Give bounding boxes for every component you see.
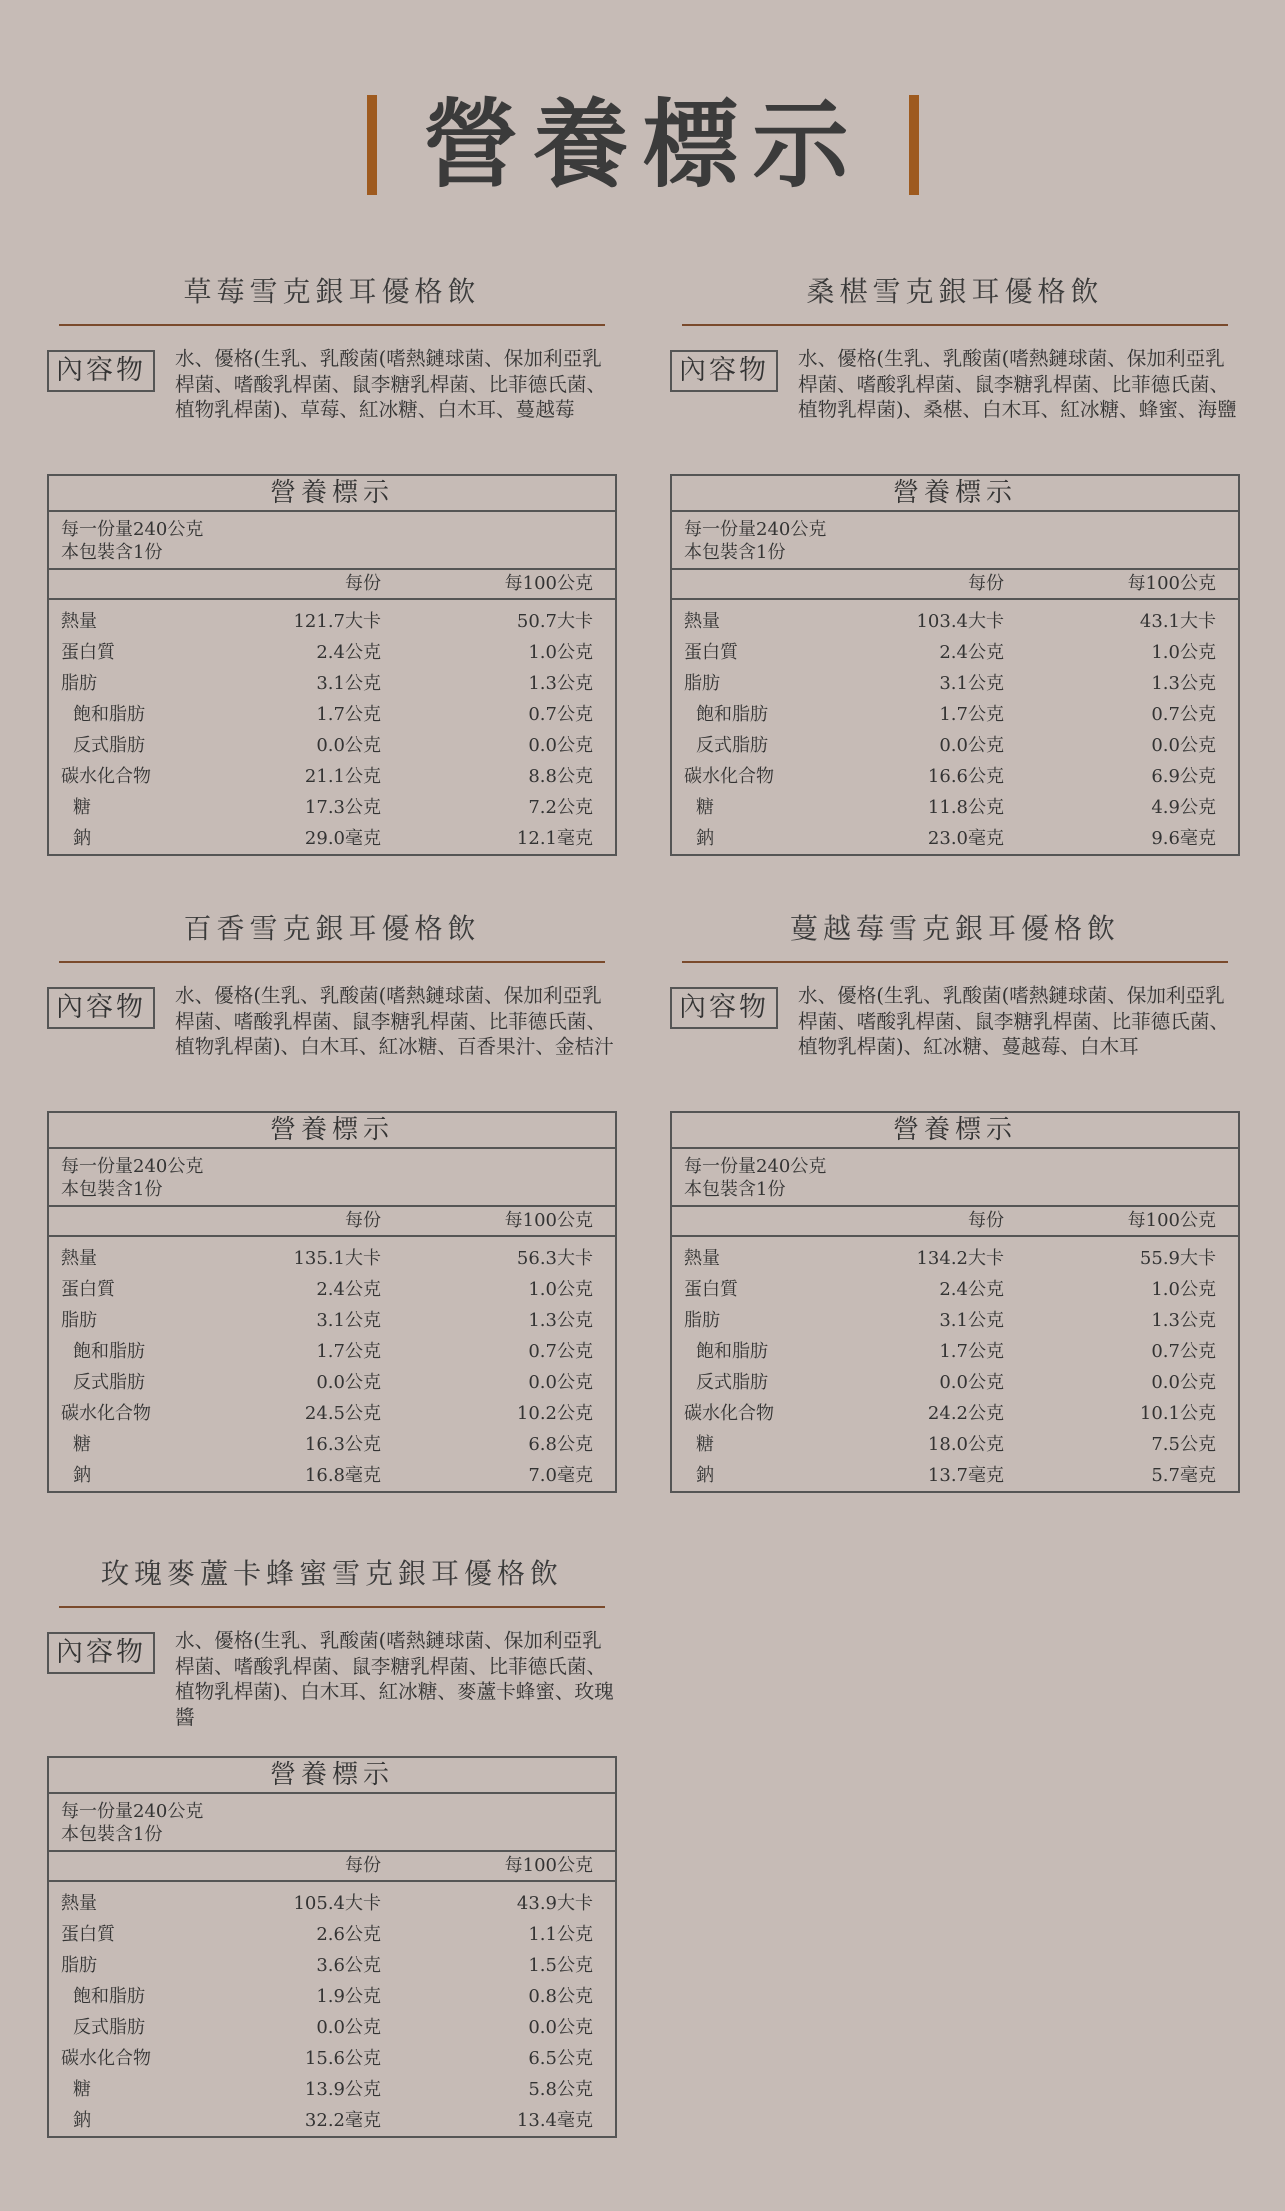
col-header-per-serving: 每份 xyxy=(968,573,1004,594)
nutrient-per-serving: 105.4大卡 xyxy=(293,1893,381,1914)
nutrition-row xyxy=(49,699,615,730)
col-header-per-100g: 每100公克 xyxy=(1127,1210,1216,1231)
nutrient-per-serving: 13.9公克 xyxy=(304,2079,381,2100)
nutrient-per-serving: 3.6公克 xyxy=(316,1955,381,1976)
nutrition-row xyxy=(49,1919,615,1950)
nutrient-per-serving: 3.1公克 xyxy=(316,673,381,694)
serving-size: 每一份量240公克 xyxy=(61,1156,204,1177)
nutrient-name: 糖 xyxy=(73,2079,91,2100)
nutrition-rows xyxy=(49,600,615,854)
nutrient-per-serving: 21.1公克 xyxy=(304,766,381,787)
ingredients-text: 水、優格(生乳、乳酸菌(嗜熱鏈球菌、保加利亞乳桿菌、嗜酸乳桿菌、鼠李糖乳桿菌、比菲德氏菌、植物乳桿菌)、白木耳、紅冰糖、麥蘆卡蜂蜜、玫瑰醬 xyxy=(175,1629,614,1729)
nutrition-row xyxy=(49,1981,615,2012)
product-divider xyxy=(59,324,605,326)
serving-info xyxy=(672,512,1238,570)
nutrient-per-100g: 0.0公克 xyxy=(528,735,593,756)
col-header-per-100g: 每100公克 xyxy=(1127,573,1216,594)
nutrient-per-serving: 2.6公克 xyxy=(316,1924,381,1945)
nutrient-per-100g: 13.4毫克 xyxy=(516,2110,593,2131)
col-header-per-100g: 每100公克 xyxy=(504,573,593,594)
ingredients-tag: 內容物 xyxy=(47,350,155,392)
col-header-per-serving: 每份 xyxy=(345,1210,381,1231)
nutrient-per-serving: 11.8公克 xyxy=(927,797,1004,818)
nutrition-row xyxy=(672,761,1238,792)
nutrient-per-serving: 13.7毫克 xyxy=(927,1465,1004,1486)
nutrition-row xyxy=(672,668,1238,699)
ingredients-text: 水、優格(生乳、乳酸菌(嗜熱鏈球菌、保加利亞乳桿菌、嗜酸乳桿菌、鼠李糖乳桿菌、比菲德氏菌、植物乳桿菌)、白木耳、紅冰糖、百香果汁、金桔汁 xyxy=(175,984,614,1058)
nutrient-per-100g: 0.0公克 xyxy=(528,1372,593,1393)
nutrient-name: 糖 xyxy=(696,797,714,818)
nutrient-per-100g: 0.7公克 xyxy=(1151,704,1216,725)
nutrient-per-serving: 32.2毫克 xyxy=(304,2110,381,2131)
nutrition-row xyxy=(49,1888,615,1919)
product-section xyxy=(670,904,1240,1524)
nutrition-row xyxy=(49,823,615,854)
nutrient-per-serving: 121.7大卡 xyxy=(293,611,381,632)
product-section xyxy=(47,904,617,1524)
col-header-per-100g: 每100公克 xyxy=(504,1855,593,1876)
serving-info xyxy=(49,1794,615,1852)
nutrition-row xyxy=(672,792,1238,823)
nutrition-rows xyxy=(672,600,1238,854)
nutrient-per-100g: 0.7公克 xyxy=(528,704,593,725)
product-divider xyxy=(59,961,605,963)
nutrient-per-serving: 0.0公克 xyxy=(939,735,1004,756)
nutrient-per-100g: 6.5公克 xyxy=(528,2048,593,2069)
nutrition-rows xyxy=(672,1237,1238,1491)
nutrition-row xyxy=(49,1305,615,1336)
nutrient-per-serving: 17.3公克 xyxy=(304,797,381,818)
nutrient-per-serving: 24.2公克 xyxy=(927,1403,1004,1424)
nutrition-row xyxy=(49,2043,615,2074)
nutrient-name: 鈉 xyxy=(696,828,714,849)
nutrition-row xyxy=(49,1429,615,1460)
col-header-per-serving: 每份 xyxy=(968,1210,1004,1231)
nutrition-rows xyxy=(49,1237,615,1491)
nutrient-per-serving: 18.0公克 xyxy=(927,1434,1004,1455)
nutrient-per-serving: 134.2大卡 xyxy=(916,1248,1004,1269)
nutrient-per-serving: 23.0毫克 xyxy=(927,828,1004,849)
nutrient-per-serving: 16.3公克 xyxy=(304,1434,381,1455)
nutrient-name: 鈉 xyxy=(73,828,91,849)
nutrient-name: 糖 xyxy=(73,1434,91,1455)
nutrition-column-headers xyxy=(49,1852,615,1882)
nutrient-name: 熱量 xyxy=(61,1893,97,1914)
nutrient-name: 飽和脂肪 xyxy=(73,704,145,725)
nutrient-per-100g: 10.1公克 xyxy=(1139,1403,1216,1424)
nutrient-per-100g: 0.8公克 xyxy=(528,1986,593,2007)
serving-info xyxy=(672,1149,1238,1207)
servings-per-package: 本包裝含1份 xyxy=(684,542,786,563)
nutrition-table xyxy=(47,1756,617,2138)
nutrient-per-100g: 5.7毫克 xyxy=(1151,1465,1216,1486)
nutrition-row xyxy=(49,1274,615,1305)
nutrition-row xyxy=(672,1460,1238,1491)
nutrient-per-serving: 16.6公克 xyxy=(927,766,1004,787)
nutrition-table xyxy=(670,1111,1240,1493)
nutrient-name: 碳水化合物 xyxy=(61,1403,151,1424)
nutrition-table xyxy=(670,474,1240,856)
nutrient-name: 碳水化合物 xyxy=(684,1403,774,1424)
nutrient-name: 飽和脂肪 xyxy=(73,1986,145,2007)
nutrient-per-100g: 8.8公克 xyxy=(528,766,593,787)
nutrient-per-serving: 24.5公克 xyxy=(304,1403,381,1424)
nutrient-per-100g: 0.0公克 xyxy=(528,2017,593,2038)
nutrient-per-serving: 1.9公克 xyxy=(316,1986,381,2007)
nutrient-name: 糖 xyxy=(696,1434,714,1455)
nutrient-per-100g: 56.3大卡 xyxy=(516,1248,593,1269)
nutrition-row xyxy=(672,1305,1238,1336)
nutrient-per-100g: 1.3公克 xyxy=(528,673,593,694)
nutrient-per-serving: 2.4公克 xyxy=(939,642,1004,663)
nutrition-row xyxy=(672,823,1238,854)
page-header xyxy=(0,90,1285,200)
servings-per-package: 本包裝含1份 xyxy=(684,1179,786,1200)
nutrient-per-100g: 43.9大卡 xyxy=(516,1893,593,1914)
nutrition-row xyxy=(49,792,615,823)
product-section xyxy=(47,267,617,887)
serving-size: 每一份量240公克 xyxy=(684,1156,827,1177)
nutrition-row xyxy=(49,1367,615,1398)
product-name: 蔓越莓雪克銀耳優格飲 xyxy=(789,912,1120,945)
nutrition-row xyxy=(49,2074,615,2105)
product-name: 玫瑰麥蘆卡蜂蜜雪克銀耳優格飲 xyxy=(100,1557,563,1590)
nutrient-per-serving: 1.7公克 xyxy=(316,704,381,725)
product-divider xyxy=(59,1606,605,1608)
nutrient-per-100g: 1.0公克 xyxy=(1151,1279,1216,1300)
nutrient-name: 蛋白質 xyxy=(684,1279,738,1300)
nutrient-name: 蛋白質 xyxy=(684,642,738,663)
nutrient-per-serving: 16.8毫克 xyxy=(304,1465,381,1486)
product-name: 桑椹雪克銀耳優格飲 xyxy=(806,275,1104,308)
nutrient-per-100g: 4.9公克 xyxy=(1151,797,1216,818)
page-title: 營養標示 xyxy=(422,88,863,201)
nutrient-per-100g: 0.7公克 xyxy=(1151,1341,1216,1362)
nutrient-name: 反式脂肪 xyxy=(73,1372,145,1393)
nutrient-per-100g: 5.8公克 xyxy=(528,2079,593,2100)
nutrition-table xyxy=(47,474,617,856)
nutrition-row xyxy=(49,668,615,699)
nutrient-per-100g: 12.1毫克 xyxy=(516,828,593,849)
nutrient-per-serving: 0.0公克 xyxy=(316,2017,381,2038)
product-divider xyxy=(682,324,1228,326)
nutrition-row xyxy=(49,730,615,761)
nutrition-row xyxy=(49,1950,615,1981)
col-header-per-serving: 每份 xyxy=(345,1855,381,1876)
nutrition-row xyxy=(672,606,1238,637)
nutrition-column-headers xyxy=(49,570,615,600)
title-accent-bar-left xyxy=(367,95,377,195)
nutrient-per-serving: 1.7公克 xyxy=(939,1341,1004,1362)
nutrition-row xyxy=(49,2105,615,2136)
nutrient-per-100g: 1.3公克 xyxy=(1151,673,1216,694)
nutrient-per-100g: 1.1公克 xyxy=(528,1924,593,1945)
ingredients-tag: 內容物 xyxy=(47,987,155,1029)
product-divider xyxy=(682,961,1228,963)
nutrition-row xyxy=(49,1243,615,1274)
nutrient-per-serving: 1.7公克 xyxy=(316,1341,381,1362)
serving-info xyxy=(49,512,615,570)
nutrient-per-serving: 2.4公克 xyxy=(316,642,381,663)
nutrient-name: 蛋白質 xyxy=(61,642,115,663)
nutrient-name: 飽和脂肪 xyxy=(696,1341,768,1362)
nutrient-name: 熱量 xyxy=(684,1248,720,1269)
serving-size: 每一份量240公克 xyxy=(61,1801,204,1822)
nutrient-per-serving: 0.0公克 xyxy=(316,735,381,756)
nutrient-name: 反式脂肪 xyxy=(696,1372,768,1393)
nutrient-per-serving: 0.0公克 xyxy=(316,1372,381,1393)
nutrient-per-100g: 7.2公克 xyxy=(528,797,593,818)
nutrient-name: 脂肪 xyxy=(61,1310,97,1331)
product-name: 草莓雪克銀耳優格飲 xyxy=(183,275,481,308)
nutrient-per-100g: 43.1大卡 xyxy=(1139,611,1216,632)
nutrition-row xyxy=(672,637,1238,668)
nutrition-row xyxy=(49,1460,615,1491)
ingredients-tag: 內容物 xyxy=(670,350,778,392)
ingredients-text: 水、優格(生乳、乳酸菌(嗜熱鏈球菌、保加利亞乳桿菌、嗜酸乳桿菌、鼠李糖乳桿菌、比菲德氏菌、植物乳桿菌)、桑椹、白木耳、紅冰糖、蜂蜜、海鹽 xyxy=(798,347,1237,421)
nutrient-per-serving: 3.1公克 xyxy=(939,673,1004,694)
nutrition-row xyxy=(672,1274,1238,1305)
serving-size: 每一份量240公克 xyxy=(61,519,204,540)
ingredients-text: 水、優格(生乳、乳酸菌(嗜熱鏈球菌、保加利亞乳桿菌、嗜酸乳桿菌、鼠李糖乳桿菌、比菲德氏菌、植物乳桿菌)、紅冰糖、蔓越莓、白木耳 xyxy=(798,984,1230,1058)
nutrient-per-100g: 6.8公克 xyxy=(528,1434,593,1455)
nutrient-name: 熱量 xyxy=(61,1248,97,1269)
product-section xyxy=(670,267,1240,887)
nutrient-per-100g: 0.7公克 xyxy=(528,1341,593,1362)
product-section xyxy=(47,1549,617,2169)
nutrition-column-headers xyxy=(672,570,1238,600)
nutrient-name: 飽和脂肪 xyxy=(73,1341,145,1362)
nutrient-name: 脂肪 xyxy=(61,1955,97,1976)
nutrient-per-serving: 135.1大卡 xyxy=(293,1248,381,1269)
nutrition-row xyxy=(49,2012,615,2043)
nutrient-per-serving: 2.4公克 xyxy=(939,1279,1004,1300)
col-header-per-serving: 每份 xyxy=(345,573,381,594)
nutrient-per-serving: 1.7公克 xyxy=(939,704,1004,725)
nutrition-row xyxy=(672,1336,1238,1367)
servings-per-package: 本包裝含1份 xyxy=(61,1824,163,1845)
nutrient-per-100g: 55.9大卡 xyxy=(1139,1248,1216,1269)
nutrition-column-headers xyxy=(49,1207,615,1237)
nutrient-per-100g: 1.5公克 xyxy=(528,1955,593,1976)
serving-size: 每一份量240公克 xyxy=(684,519,827,540)
serving-info xyxy=(49,1149,615,1207)
nutrient-name: 脂肪 xyxy=(61,673,97,694)
nutrition-row xyxy=(672,730,1238,761)
nutrient-per-100g: 0.0公克 xyxy=(1151,735,1216,756)
nutrient-name: 飽和脂肪 xyxy=(696,704,768,725)
nutrient-name: 熱量 xyxy=(684,611,720,632)
nutrient-per-100g: 7.0毫克 xyxy=(528,1465,593,1486)
nutrient-per-100g: 1.0公克 xyxy=(528,642,593,663)
nutrient-name: 鈉 xyxy=(73,2110,91,2131)
nutrient-name: 碳水化合物 xyxy=(61,2048,151,2069)
nutrition-rows xyxy=(49,1882,615,2136)
nutrient-name: 熱量 xyxy=(61,611,97,632)
nutrient-name: 碳水化合物 xyxy=(684,766,774,787)
nutrition-row xyxy=(49,1336,615,1367)
nutrient-per-serving: 2.4公克 xyxy=(316,1279,381,1300)
nutrition-row xyxy=(672,1429,1238,1460)
nutrition-table-title: 營養標示 xyxy=(49,1758,615,1794)
nutrient-per-100g: 0.0公克 xyxy=(1151,1372,1216,1393)
ingredients-tag: 內容物 xyxy=(47,1632,155,1674)
nutrition-table-title: 營養標示 xyxy=(49,476,615,512)
nutrient-name: 脂肪 xyxy=(684,1310,720,1331)
nutrition-table-title: 營養標示 xyxy=(672,1113,1238,1149)
nutrient-per-100g: 50.7大卡 xyxy=(516,611,593,632)
nutrition-row xyxy=(49,637,615,668)
nutrient-per-100g: 7.5公克 xyxy=(1151,1434,1216,1455)
nutrient-per-serving: 29.0毫克 xyxy=(304,828,381,849)
col-header-per-100g: 每100公克 xyxy=(504,1210,593,1231)
nutrient-name: 蛋白質 xyxy=(61,1924,115,1945)
nutrient-per-100g: 10.2公克 xyxy=(516,1403,593,1424)
nutrition-row xyxy=(672,699,1238,730)
nutrient-name: 反式脂肪 xyxy=(73,735,145,756)
nutrient-per-serving: 15.6公克 xyxy=(304,2048,381,2069)
servings-per-package: 本包裝含1份 xyxy=(61,542,163,563)
nutrient-name: 鈉 xyxy=(73,1465,91,1486)
nutrition-column-headers xyxy=(672,1207,1238,1237)
nutrition-row xyxy=(49,761,615,792)
nutrient-per-100g: 6.9公克 xyxy=(1151,766,1216,787)
nutrition-table-title: 營養標示 xyxy=(672,476,1238,512)
nutrient-per-serving: 3.1公克 xyxy=(939,1310,1004,1331)
nutrition-row xyxy=(49,1398,615,1429)
nutrient-name: 反式脂肪 xyxy=(73,2017,145,2038)
servings-per-package: 本包裝含1份 xyxy=(61,1179,163,1200)
product-name: 百香雪克銀耳優格飲 xyxy=(183,912,481,945)
nutrient-per-serving: 103.4大卡 xyxy=(916,611,1004,632)
nutrition-row xyxy=(672,1367,1238,1398)
nutrient-name: 脂肪 xyxy=(684,673,720,694)
nutrient-per-serving: 3.1公克 xyxy=(316,1310,381,1331)
nutrient-name: 鈉 xyxy=(696,1465,714,1486)
nutrient-per-100g: 1.0公克 xyxy=(1151,642,1216,663)
nutrient-name: 蛋白質 xyxy=(61,1279,115,1300)
title-accent-bar-right xyxy=(909,95,919,195)
nutrient-name: 碳水化合物 xyxy=(61,766,151,787)
nutrition-table xyxy=(47,1111,617,1493)
nutrition-row xyxy=(672,1243,1238,1274)
ingredients-tag: 內容物 xyxy=(670,987,778,1029)
ingredients-text: 水、優格(生乳、乳酸菌(嗜熱鏈球菌、保加利亞乳桿菌、嗜酸乳桿菌、鼠李糖乳桿菌、比菲德氏菌、植物乳桿菌)、草莓、紅冰糖、白木耳、蔓越莓 xyxy=(175,347,607,421)
nutrient-per-100g: 1.3公克 xyxy=(528,1310,593,1331)
nutrient-per-100g: 1.3公克 xyxy=(1151,1310,1216,1331)
nutrient-per-serving: 0.0公克 xyxy=(939,1372,1004,1393)
nutrient-name: 糖 xyxy=(73,797,91,818)
nutrient-per-100g: 9.6毫克 xyxy=(1151,828,1216,849)
nutrition-table-title: 營養標示 xyxy=(49,1113,615,1149)
nutrition-row xyxy=(49,606,615,637)
nutrient-per-100g: 1.0公克 xyxy=(528,1279,593,1300)
nutrient-name: 反式脂肪 xyxy=(696,735,768,756)
nutrition-row xyxy=(672,1398,1238,1429)
